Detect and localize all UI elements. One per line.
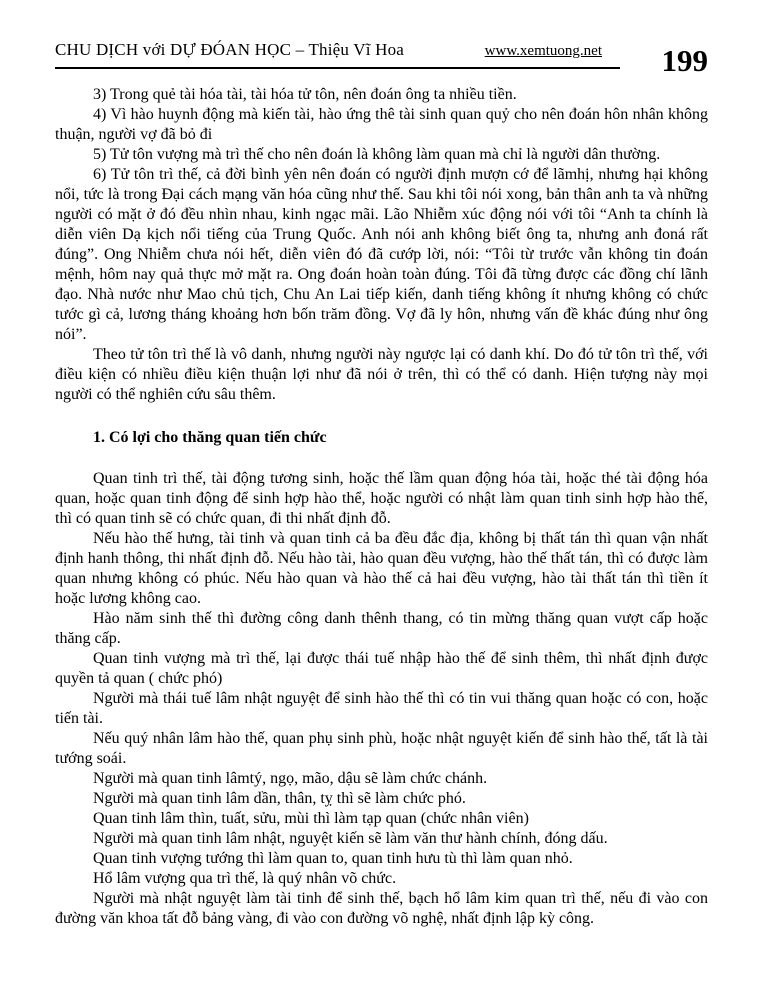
page-number: 199 — [661, 43, 708, 79]
website-link[interactable]: www.xemtuong.net — [484, 43, 602, 59]
page-header-left — [55, 40, 620, 69]
page-header-row — [55, 40, 620, 67]
paragraph: 5) Tử tôn vượng mà trì thế cho nên đoán là không làm quan mà chỉ là người dân thường. — [93, 146, 661, 163]
section-paragraphs — [55, 469, 708, 929]
paragraph: Người mà quan tinh lâmtý, ngọ, mão, dậu sẽ làm chức chánh. — [93, 770, 488, 787]
book-title: CHU DỊCH với DỰ ĐÓAN HỌC – Thiệu Vĩ Hoa — [55, 40, 405, 59]
paragraph: Quan tinh vượng tướng thì làm quan to, quan tinh hưu tù thì làm quan nhỏ. — [93, 850, 573, 867]
paragraph: 6) Tử tôn trì thế, cả đời bình yên nên đoán có người định mượn cớ để lãmhị, nhưng hại không nổi, tức là trong Đại cách mạng văn hóa cũng như thế. Sau khi tôi nói xong, bản thân anh ta và những người có mặt ở đó đều nhìn nhau, kinh ngạc mãi. Lão Nhiễm xúc động nói với tôi “Anh ta chính là diễn viên Dạ kịch nổi tiếng của Trung Quốc. Anh nói anh không biết ông ta, nhưng anh đoná rất đúng”. Ong Nhiễm chưa nói hết, diễn viên đó đã cướp lời, nói: “Tôi từ trước vẫn không tin đoán mệnh, hôm nay quả thực mở mặt ra. Ong đoán hoàn toàn đúng. Tôi đã từng được các đồng chí lãnh đạo. Nhà nước như Mao chủ tịch, Chu An Lai tiếp kiến, danh tiếng không ít nhưng không có chức tước gì cả, lương tháng khoảng hơn bốn trăm đồng. Vợ đã ly hôn, nhưng vấn đề khác đúng như ông nói”. — [55, 166, 708, 343]
paragraph: Quan tinh lâm thìn, tuất, sửu, mùi thì làm tạp quan (chức nhân viên) — [93, 810, 529, 827]
paragraph: Theo tử tôn trì thế là vô danh, nhưng người này ngược lại có danh khí. Do đó tử tôn trì thế, với điều kiện có nhiều điều kiện thuận lợi như đã nói ở trên, thì có thể có danh. Hiện tượng này mọi người có thể nghiên cứu sâu thêm. — [55, 346, 708, 403]
page-body — [55, 85, 708, 929]
paragraph: Người mà quan tinh lâm dần, thân, tỵ thì sẽ làm chức phó. — [93, 790, 466, 807]
paragraph: Quan tinh trì thế, tài động tương sinh, hoặc thế lầm quan động hóa tài, hoặc thé tài động hóa quan, hoặc quan tinh động để sinh hợp hào thể, hoặc người có nhật làm quan tinh sinh hợp hào thế, thì có quan tinh sẽ có chức quan, đi thi nhất định đỗ. — [55, 470, 708, 527]
intro-paragraphs — [55, 85, 708, 405]
section-heading: 1. Có lợi cho thăng quan tiến chức — [93, 429, 327, 446]
paragraph: Người mà nhật nguyệt làm tài tinh để sinh thế, bạch hổ lâm kim quan trì thế, nếu đi vào con đường văn khoa tất đỗ bảng vàng, đi vào con đường võ nghệ, nhất định lập kỳ công. — [55, 890, 708, 927]
paragraph: Nếu hào thế hưng, tài tinh và quan tinh cả ba đều đắc địa, không bị thất tán thì quan vận nhất định hanh thông, thi nhất định đỗ. Nếu hào tài, hào quan đều vượng, hào thế thất tán, thì có được làm quan nhưng không có phúc. Nếu hào quan và hào thế cả hai đều vượng, hào tài thất tán thì tiền ít hoặc lương không cao. — [55, 530, 708, 607]
paragraph: 3) Trong quẻ tài hóa tài, tài hóa tử tôn, nên đoán ông ta nhiều tiền. — [93, 86, 517, 103]
paragraph: Quan tinh vượng mà trì thế, lại được thái tuế nhập hào thế để sinh thêm, thì nhất định được quyền tả quan ( chức phó) — [55, 650, 708, 687]
paragraph: 4) Vì hào huynh động mà kiến tài, hào ứng thê tài sinh quan quỷ cho nên đoán hôn nhân không thuận, người vợ đã bỏ đi — [55, 106, 708, 143]
paragraph: Người mà thái tuế lâm nhật nguyệt để sinh hào thế thì có tin vui thăng quan hoặc có con, hoặc tiến tài. — [55, 690, 708, 727]
paragraph: Người mà quan tinh lâm nhật, nguyệt kiến sẽ làm văn thư hành chính, đóng dấu. — [93, 830, 608, 847]
paragraph: Hổ lâm vượng qua trì thế, là quý nhân võ chức. — [93, 870, 397, 887]
header-divider — [55, 67, 620, 69]
page-header — [55, 40, 708, 79]
paragraph: Nếu quý nhân lâm hào thế, quan phụ sinh phù, hoặc nhật nguyệt kiến để sinh hào thế, tất là tài tướng soái. — [55, 730, 708, 767]
paragraph: Hào năm sinh thế thì đường công danh thênh thang, có tin mừng thăng quan vượt cấp hoặc thăng cấp. — [55, 610, 708, 647]
